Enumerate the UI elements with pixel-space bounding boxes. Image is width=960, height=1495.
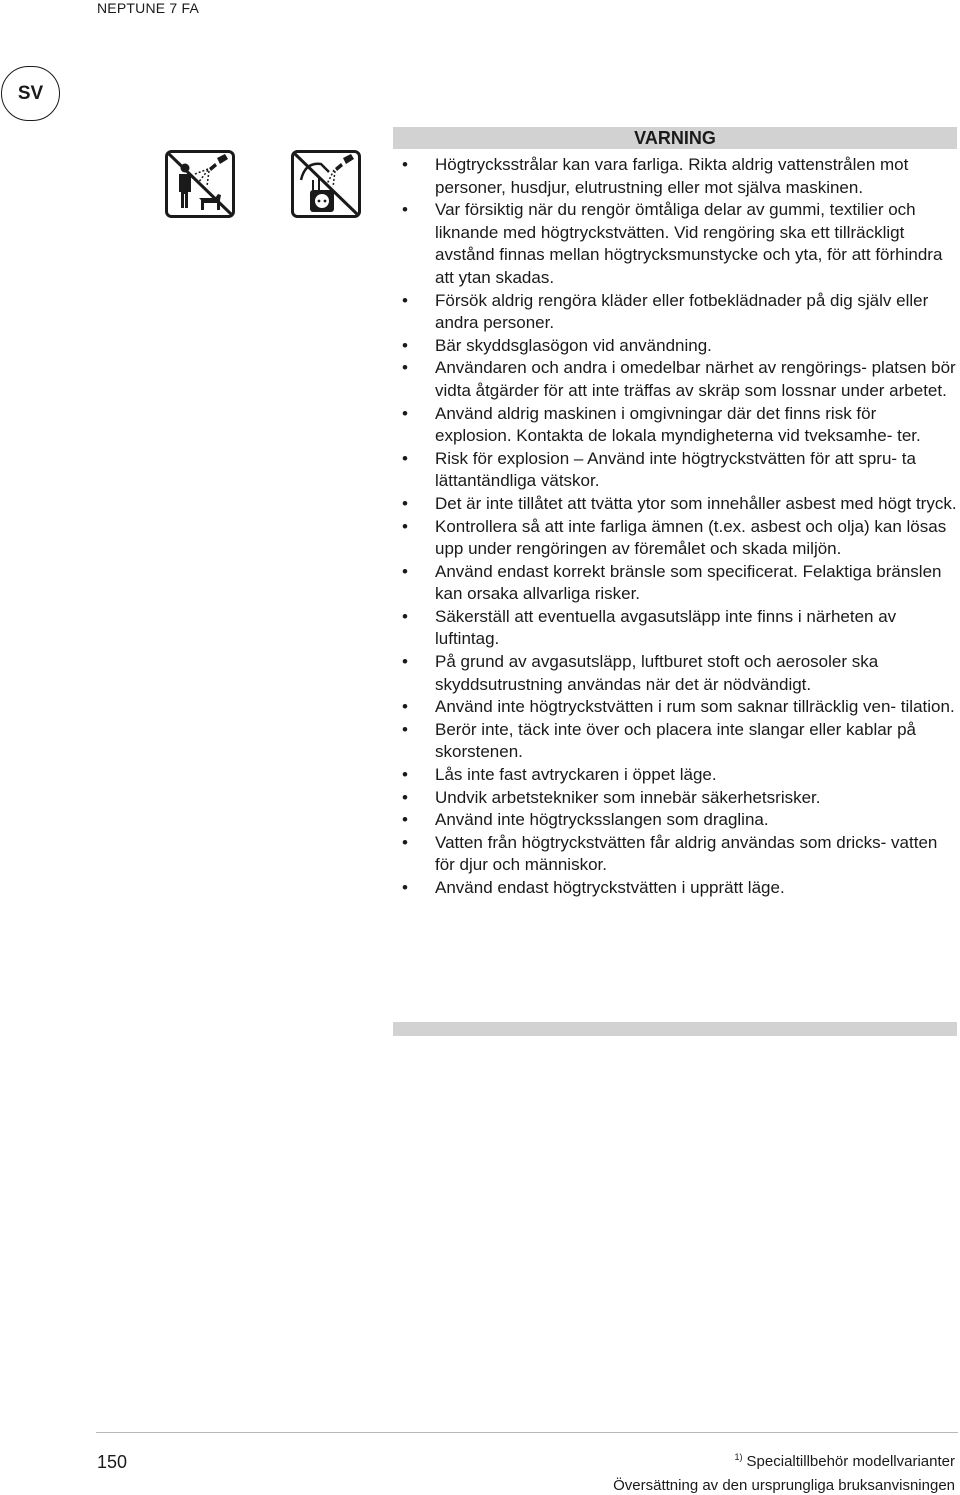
list-item: • Risk för explosion – Använd inte högtryckstvätten för att spru- ta lättantändliga vätskor. [402,448,916,491]
list-item: • Var försiktig när du rengör ömtåliga delar av gummi, textilier och liknande med högtryckstvätten. Vid rengöring ska ett tillräckligt avstånd finnas mellan högtrycksmunstycke och yta, för att förhindra att ytan skadas. [402,200,943,287]
bullet: • [402,787,408,807]
list-item: • Bär skyddsglasögon vid användning. [393,335,957,358]
list-item: • Det är inte tillåtet att tvätta ytor som innehåller asbest med högt tryck. [393,493,957,516]
list-item: • Kontrollera så att inte farliga ämnen (t.ex. asbest och olja) kan lösas upp under rengöringen av föremålet och skada miljön. [402,516,947,559]
list-item: • Använd endast högtryckstvätten i upprätt läge. [393,877,957,900]
list-item: • Försök aldrig rengöra kläder eller fotbeklädnader på dig själv eller andra personer. [402,290,929,333]
list-item: • Högtrycksstrålar kan vara farliga. Rikta aldrig vattenstrålen mot personer, husdjur, elutrustning eller mot själva maskinen. [402,155,909,197]
list-item: • Använd aldrig maskinen i omgivningar där det finns risk för explosion. Kontakta de lokala myndigheterna vid tveksamhe- ter. [402,403,921,446]
product-header: NEPTUNE 7 FA [97,0,199,16]
list-item: • Användaren och andra i omedelbar närhet av rengörings- platsen bör vidta åtgärder för att inte träffas av skräp som lossnar under arbetet. [402,358,956,400]
bullet: • [402,652,408,672]
bullet: • [402,878,408,897]
page-number: 150 [97,1452,128,1472]
bullet: • [402,606,408,626]
list-item: • Berör inte, täck inte över och placera inte slangar eller kablar på skorstenen. [402,719,916,762]
language-badge: SV [1,66,60,121]
list-item: • Använd inte högtryckstvätten i rum som saknar tillräcklig ven- tilation. [393,696,957,719]
bullet: • [402,448,408,468]
bullet: • [402,290,408,310]
bullet: • [402,403,408,423]
bullet: • [402,358,408,378]
translation-note: Översättning av den ursprungliga bruksanvisningen [613,1477,955,1494]
list-item: • På grund av avgasutsläpp, luftburet stoft och aerosoler ska skyddsutrustning användas när det är nödvändigt. [402,652,879,694]
bullet: • [402,832,408,852]
list-item: • Använd endast korrekt bränsle som specificerat. Felaktiga bränslen kan orsaka allvarliga risker. [402,561,942,604]
bullet: • [402,335,408,355]
bullet: • [402,810,408,830]
bullet: • [402,697,408,717]
footnote [735,1453,955,1470]
bullet: • [402,719,408,739]
bullet: • [402,155,408,174]
warning-list [393,154,957,900]
list-item: • Säkerställ att eventuella avgasutsläpp inte finns i närheten av luftintag. [402,606,897,649]
list-item: • Lås inte fast avtryckaren i öppet läge. [393,764,957,787]
no-spray-at-people-animals-icon [165,150,235,218]
bullet: • [402,561,408,581]
list-item: • Undvik arbetstekniker som innebär säkerhetsrisker. [393,787,957,810]
bullet: • [402,516,408,536]
warning-heading: VARNING [393,127,957,149]
bullet: • [402,493,408,513]
footnote-text: Specialtillbehör modellvarianter [746,1453,955,1470]
section-end-bar [393,1022,957,1036]
no-spray-at-electrical-outlet-icon [291,150,361,218]
bullet: • [402,200,408,220]
bullet: • [402,765,408,785]
list-item: • Vatten från högtryckstvätten får aldrig användas som dricks- vatten för djur och människor. [402,832,938,875]
footer-divider [96,1432,958,1433]
footnote-marker: 1) [734,1452,743,1462]
list-item: • Använd inte högtrycksslangen som draglina. [393,809,957,832]
